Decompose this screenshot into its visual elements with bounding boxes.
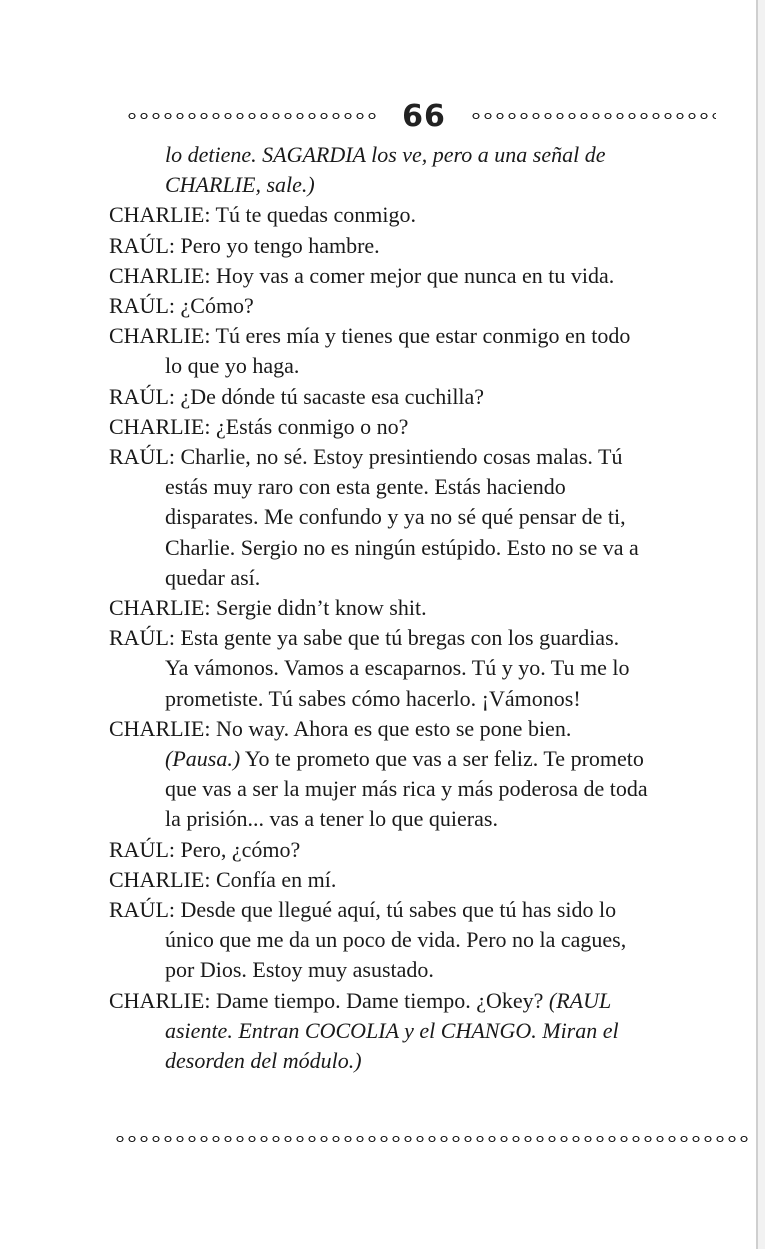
script-line — [109, 925, 729, 955]
dialogue-text: Tú te quedas conmigo. — [210, 202, 416, 228]
stage-direction: lo detiene. SAGARDIA los ve, pero a una señal de — [165, 142, 606, 167]
script-line — [109, 291, 729, 321]
dialogue-text: Esta gente ya sabe que tú bregas con los guardias. — [175, 625, 620, 651]
dialogue-text: Sergie didn’t know shit. — [210, 595, 427, 621]
speaker-name: CHARLIE: — [109, 715, 211, 741]
speaker-name: RAÚL: — [109, 383, 175, 409]
script-line — [109, 231, 729, 261]
speaker-name: CHARLIE: — [109, 866, 211, 892]
script-line — [109, 714, 729, 744]
script-body — [109, 140, 729, 1076]
dialogue-text: prometiste. Tú sabes cómo hacerlo. ¡Vámonos! — [165, 685, 581, 711]
script-line — [109, 684, 729, 714]
speaker-name: CHARLIE: — [109, 323, 211, 349]
dialogue-text: que vas a ser la mujer más rica y más poderosa de toda — [165, 776, 648, 802]
page-number: 66 — [402, 98, 446, 134]
script-line — [109, 623, 729, 653]
dialogue-text: Yo te prometo que vas a ser feliz. Te prometo — [240, 746, 644, 772]
dialogue-text: ¿Cómo? — [175, 293, 254, 319]
dialogue-text: Dame tiempo. Dame tiempo. ¿Okey? — [210, 987, 549, 1013]
dialogue-text: disparates. Me confundo y ya no sé qué pensar de ti, — [165, 504, 626, 530]
speaker-name: RAÚL: — [109, 444, 175, 470]
speaker-name: RAÚL: — [109, 293, 175, 319]
dialogue-text: estás muy raro con esta gente. Estás haciendo — [165, 474, 566, 500]
dialogue-text: quedar así. — [165, 564, 261, 590]
script-line — [109, 472, 729, 502]
script-line — [109, 835, 729, 865]
script-line — [109, 744, 729, 774]
dialogue-text: lo que yo haga. — [165, 353, 300, 379]
dialogue-text: único que me da un poco de vida. Pero no la cagues, — [165, 927, 627, 953]
dialogue-text: ¿De dónde tú sacaste esa cuchilla? — [175, 383, 485, 409]
script-line — [109, 1016, 729, 1046]
speaker-name: RAÚL: — [109, 232, 175, 258]
dialogue-text: Hoy vas a comer mejor que nunca en tu vida. — [210, 262, 615, 288]
dialogue-text: Desde que llegué aquí, tú sabes que tú has sido lo — [175, 897, 617, 923]
speaker-name: CHARLIE: — [109, 202, 211, 228]
speaker-name: CHARLIE: — [109, 262, 211, 288]
dialogue-text: Pero yo tengo hambre. — [175, 232, 380, 258]
script-line — [109, 1046, 729, 1076]
stage-direction: CHARLIE, sale.) — [165, 172, 315, 198]
dialogue-text: Charlie, no sé. Estoy presintiendo cosas malas. Tú — [175, 444, 623, 470]
speaker-name: RAÚL: — [109, 897, 175, 923]
script-line — [109, 653, 729, 683]
script-line — [109, 412, 729, 442]
chain-ornament-footer — [114, 1134, 750, 1144]
script-line — [109, 442, 729, 472]
script-line — [109, 895, 729, 925]
stage-direction: (RAUL — [548, 987, 612, 1013]
dialogue-text: ¿Estás conmigo o no? — [210, 413, 409, 439]
script-line — [109, 502, 729, 532]
script-line — [109, 955, 729, 985]
dialogue-text: Ya vámonos. Vamos a escaparnos. Tú y yo. Tu me lo — [165, 655, 630, 681]
dialogue-text: No way. Ahora es que esto se pone bien. — [210, 715, 572, 741]
speaker-name: CHARLIE: — [109, 413, 211, 439]
script-line — [109, 261, 729, 291]
script-line — [109, 351, 729, 381]
dialogue-text: Tú eres mía y tienes que estar conmigo en todo — [210, 323, 631, 349]
script-line — [109, 382, 729, 412]
speaker-name: CHARLIE: — [109, 987, 211, 1013]
page-header — [126, 98, 716, 134]
script-line — [109, 170, 729, 200]
stage-direction: (Pausa.) — [165, 746, 241, 772]
script-line — [109, 140, 729, 170]
script-line — [109, 563, 729, 593]
script-line — [109, 321, 729, 351]
script-line — [109, 865, 729, 895]
speaker-name: RAÚL: — [109, 625, 175, 651]
dialogue-text: la prisión... vas a tener lo que quieras. — [165, 806, 498, 832]
stage-direction: desorden del módulo.) — [165, 1048, 362, 1074]
script-line — [109, 986, 729, 1016]
script-line — [109, 533, 729, 563]
script-line — [109, 200, 729, 230]
chain-ornament-left — [126, 111, 378, 121]
stage-direction: asiente. Entran COCOLIA y el CHANGO. Miran el — [165, 1017, 619, 1043]
script-line — [109, 593, 729, 623]
speaker-name: CHARLIE: — [109, 595, 211, 621]
speaker-name: RAÚL: — [109, 836, 175, 862]
dialogue-text: Pero, ¿cómo? — [175, 836, 301, 862]
dialogue-text: Confía en mí. — [210, 866, 337, 892]
script-line — [109, 774, 729, 804]
dialogue-text: Charlie. Sergio no es ningún estúpido. Esto no se va a — [165, 534, 639, 560]
dialogue-text: por Dios. Estoy muy asustado. — [165, 957, 434, 983]
script-line — [109, 804, 729, 834]
chain-ornament-right — [470, 111, 716, 121]
